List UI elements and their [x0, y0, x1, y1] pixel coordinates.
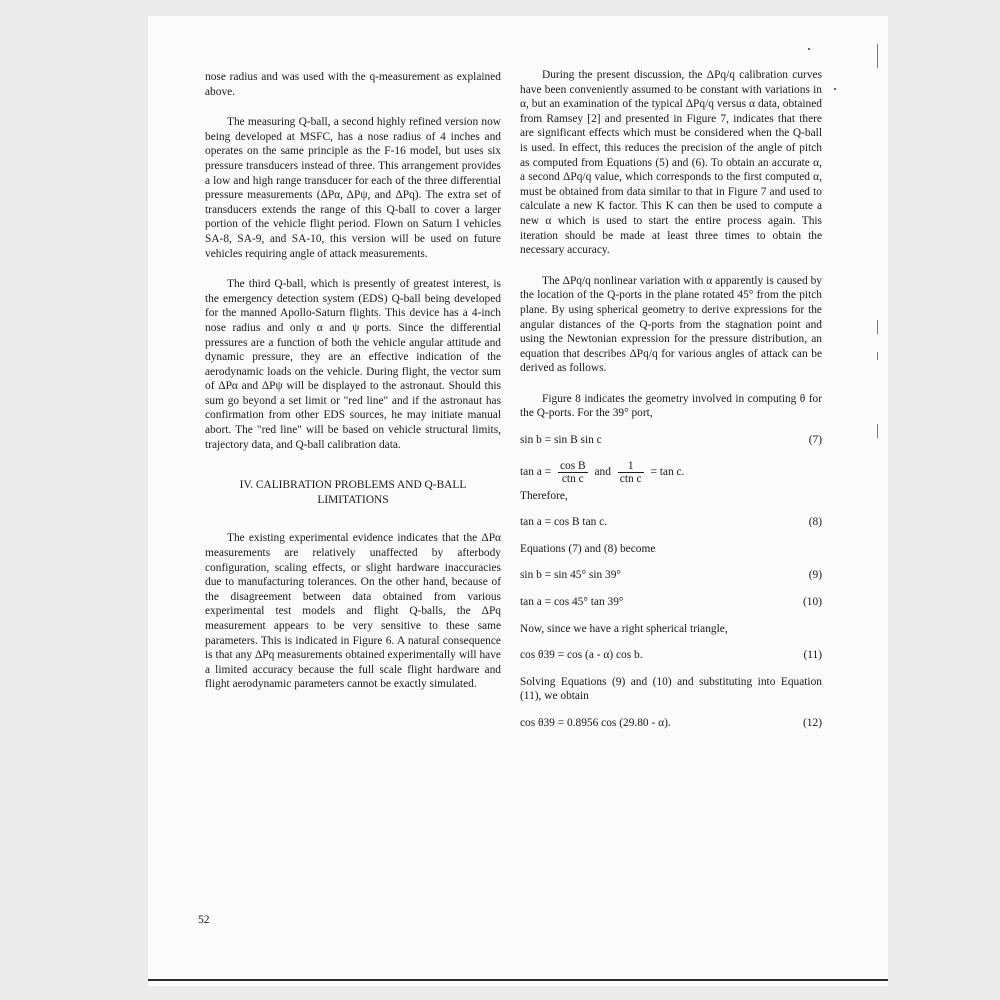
denominator: ctn c: [561, 472, 584, 485]
equation-lhs: tan a =: [520, 465, 552, 478]
page-number: 52: [198, 914, 210, 926]
document-page: [148, 16, 888, 986]
margin-mark: [877, 320, 878, 334]
numerator: cos B: [559, 459, 586, 472]
equation-number: (11): [803, 649, 822, 662]
equation-number: (8): [808, 516, 822, 529]
equation-text: [520, 460, 684, 485]
margin-mark: [877, 352, 878, 360]
right-column: [520, 68, 822, 731]
equation-text: cos θ39 = 0.8956 cos (29.80 - α).: [520, 717, 671, 729]
paragraph: nose radius and was used with the q-measurement as explained above.: [205, 71, 501, 98]
scan-speck: [834, 88, 836, 90]
text-line: Equations (7) and (8) become: [520, 542, 656, 555]
equation-12: [520, 716, 822, 731]
equation-number: (9): [808, 569, 822, 582]
equation-8: [520, 515, 822, 530]
section-heading: IV. CALIBRATION PROBLEMS AND Q-BALL LIMITATIONS: [239, 479, 467, 506]
numerator: 1: [618, 460, 644, 473]
equation-number: (7): [808, 434, 822, 447]
equation-11: [520, 648, 822, 663]
denominator: ctn c: [619, 472, 642, 485]
fraction: [618, 460, 644, 485]
equation-text: tan a = cos B tan c.: [520, 516, 608, 529]
equation-text: sin b = sin B sin c: [520, 434, 602, 447]
equation-rhs: = tan c.: [650, 465, 685, 478]
text-line: Solving Equations (9) and (10) and substituting into Equation (11), we obtain: [520, 675, 822, 703]
text-line: Now, since we have a right spherical triangle,: [520, 622, 728, 635]
paragraph: During the present discussion, the ΔPq/q calibration curves have been conveniently assumed to be constant with variations in α, but an examination of the typical ΔPq/q versus α data, obtained from Ramsey [2] and presented in Figure 7, indicates that there are significant effects which must be considered when the Q-ball is used. In effect, this reduces the precision of the angle of pitch as computed from Equations (5) and (6). To obtain an accurate α, a second ΔPq/q value, which corresponds to the first computed α, must be obtained from data similar to that in Figure 7 and used to calculate a new K factor. This K can then be used to compute a new α which is used to start the entire process again. This iteration should be made at least three times to obtain the necessary accuracy.: [520, 69, 822, 257]
margin-mark: [877, 424, 878, 438]
conjunction: and: [594, 465, 611, 478]
scan-speck: [808, 48, 810, 50]
equation-number: (10): [803, 596, 822, 609]
paragraph: The third Q-ball, which is presently of greatest interest, is the emergency detection system (EDS) Q-ball being developed for the manned Apollo-Saturn flights. This device has a 4-inch nose radius and only α and ψ ports. Since the differential pressures are a function of both the vehicle angular attitude and dynamic pressure, they are an effective indication of the aerodynamic loads on the vehicle. During flight, the vector sum of ΔPα and ΔPψ will be displayed to the astronaut. Should this sum go beyond a set limit or "red line" and if the astronaut has confirmation from other EDS sources, he may initiate manual abort. The "red line" will be based on vehicle structural limits, trajectory data, and Q-ball calibration data.: [205, 278, 501, 451]
paragraph: The ΔPq/q nonlinear variation with α apparently is caused by the location of the Q-ports in the plane rotated 45° from the pitch plane. By using spherical geometry to derive expressions for the angular distances of the Q-ports from the stagnation point and using the Newtonian expression for the pressure distribution, an equation that describes ΔPq/q for various angles of attack can be derived as follows.: [520, 274, 822, 375]
equation-number: (12): [803, 717, 822, 729]
paragraph: The measuring Q-ball, a second highly refined version now being developed at MSFC, has a nose radius of 4 inches and operates on the same principle as the F-16 model, but uses six pressure transducers instead of three. This arrangement provides a low and high range transducer for each of the three differential pressure measurements (ΔPα, ΔPψ, and ΔPq). The extra set of transducers extends the range of this Q-ball to cover a larger portion of the vehicle flight period. Flown on Saturn I vehicles SA-8, SA-9, and SA-10, this version will be used on future vehicles requiring angle of attack measurements.: [205, 116, 501, 260]
equation-text: cos θ39 = cos (a - α) cos b.: [520, 649, 643, 662]
equation-9: [520, 568, 822, 583]
margin-mark: [877, 44, 878, 68]
equation-tan: [520, 460, 822, 485]
paragraph: Figure 8 indicates the geometry involved in computing θ for the Q-ports. For the 39° port,: [520, 392, 822, 420]
left-column: [205, 70, 501, 692]
equation-10: [520, 595, 822, 610]
bottom-rule: [148, 979, 888, 981]
text-line: Therefore,: [520, 489, 568, 502]
equation-7: [520, 433, 822, 448]
paragraph: The existing experimental evidence indicates that the ΔPα measurements are relatively unaffected by afterbody configuration, scaling effects, or slight hardware inaccuracies due to manufacturing tolerances. On the other hand, because of the disagreement between data obtained from various experimental test models and flight Q-balls, the ΔPq measurement appears to be very sensitive to these same parameters. This is indicated in Figure 6. A natural consequence is that any ΔPq measurements obtained experimentally will have a limited accuracy because the full scale flight hardware and flight aerodynamic parameters cannot be exactly simulated.: [205, 532, 501, 691]
equation-text: sin b = sin 45° sin 39°: [520, 569, 621, 582]
equation-text: tan a = cos 45° tan 39°: [520, 596, 624, 609]
fraction: [558, 460, 588, 485]
